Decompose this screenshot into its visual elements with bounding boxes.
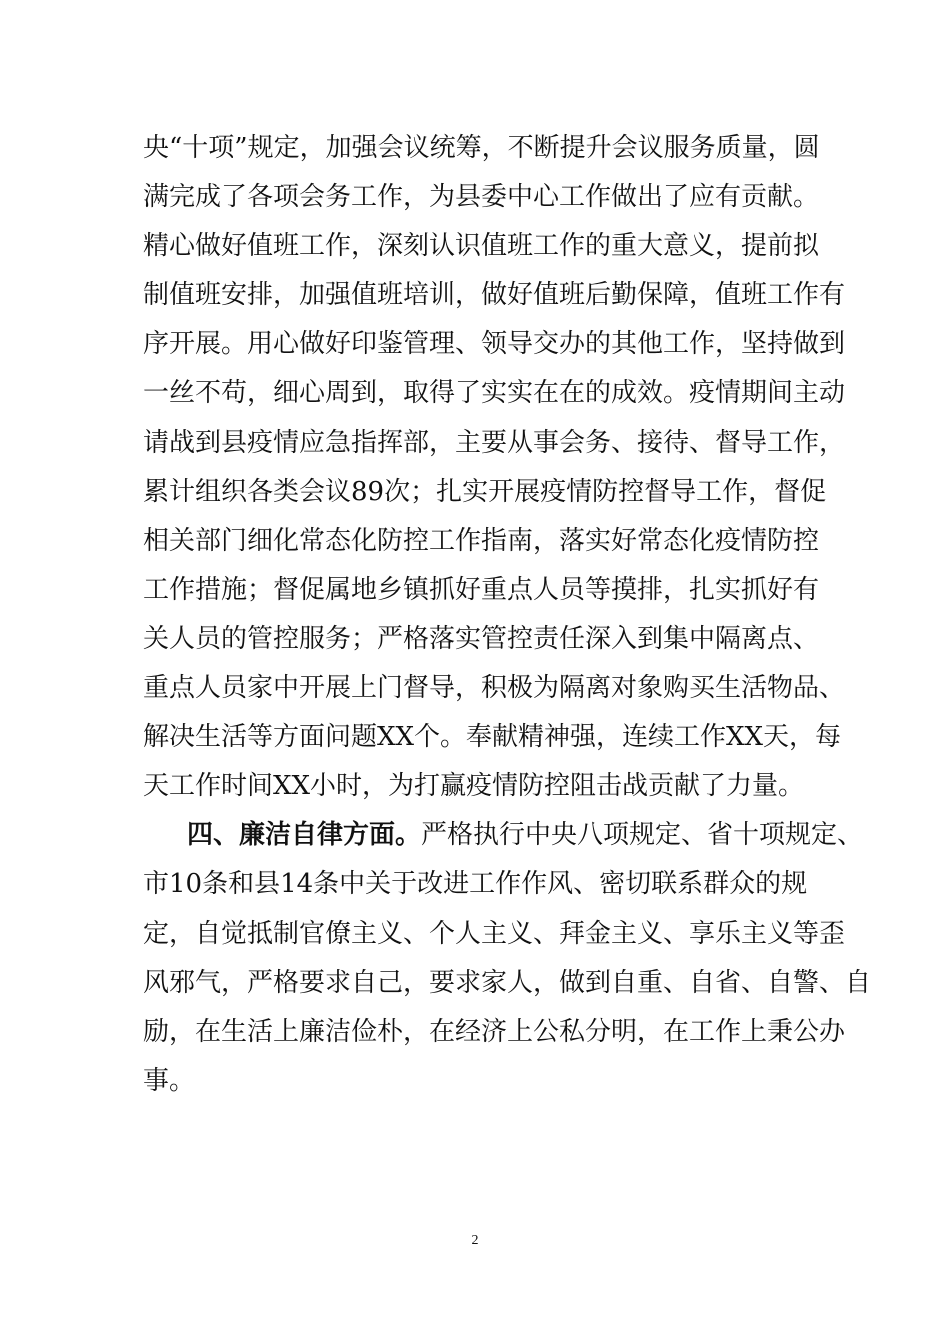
text-line: 制值班安排，加强值班培训，做好值班后勤保障，值班工作有 [143,280,846,311]
section-4-heading: 四、廉洁自律方面。 [187,820,422,851]
text-line: 重点人员家中开展上门督导，积极为隔离对象购买生活物品、 [143,673,846,704]
text-line: 满完成了各项会务工作，为县委中心工作做出了应有贡献。 [143,182,820,213]
text-line: 风邪气，严格要求自己，要求家人，做到自重、自省、自警、自 [143,967,872,998]
text-line: 精心做好值班工作，深刻认识值班工作的重大意义，提前拟 [143,231,820,262]
text-line: 事。 [143,1065,196,1096]
text-line: 天工作时间XX小时，为打赢疫情防控阻击战贡献了力量。 [143,771,805,802]
document-body [143,124,872,1106]
text-line: 关人员的管控服务；严格落实管控责任深入到集中隔离点、 [143,623,820,654]
text-line: 励，在生活上廉洁俭朴，在经济上公私分明，在工作上秉公办 [143,1016,846,1047]
text-line: 解决生活等方面问题XX个。奉献精神强，连续工作XX天，每 [143,722,842,753]
section-4-first-line [143,811,864,860]
page-number: 2 [471,1233,479,1248]
text-line: 工作措施；督促属地乡镇抓好重点人员等摸排，扎实抓好有 [143,574,820,605]
text-line: 相关部门细化常态化防控工作指南，落实好常态化疫情防控 [143,525,820,556]
text-line: 市10条和县14条中关于改进工作作风、密切联系群众的规 [143,869,808,900]
text-line: 累计组织各类会议89次；扎实开展疫情防控督导工作，督促 [143,476,827,507]
text-line: 定，自觉抵制官僚主义、个人主义、拜金主义、享乐主义等歪 [143,918,846,949]
section-4-first-line-text: 严格执行中央八项规定、省十项规定、 [421,820,864,851]
text-line: 序开展。用心做好印鉴管理、领导交办的其他工作，坚持做到 [143,329,846,360]
text-line: 央“十项”规定，加强会议统筹，不断提升会议服务质量，圆 [143,133,820,163]
text-line: 请战到县疫情应急指挥部，主要从事会务、接待、督导工作， [143,427,846,458]
text-line: 一丝不苟，细心周到，取得了实实在在的成效。疫情期间主动 [143,378,846,409]
